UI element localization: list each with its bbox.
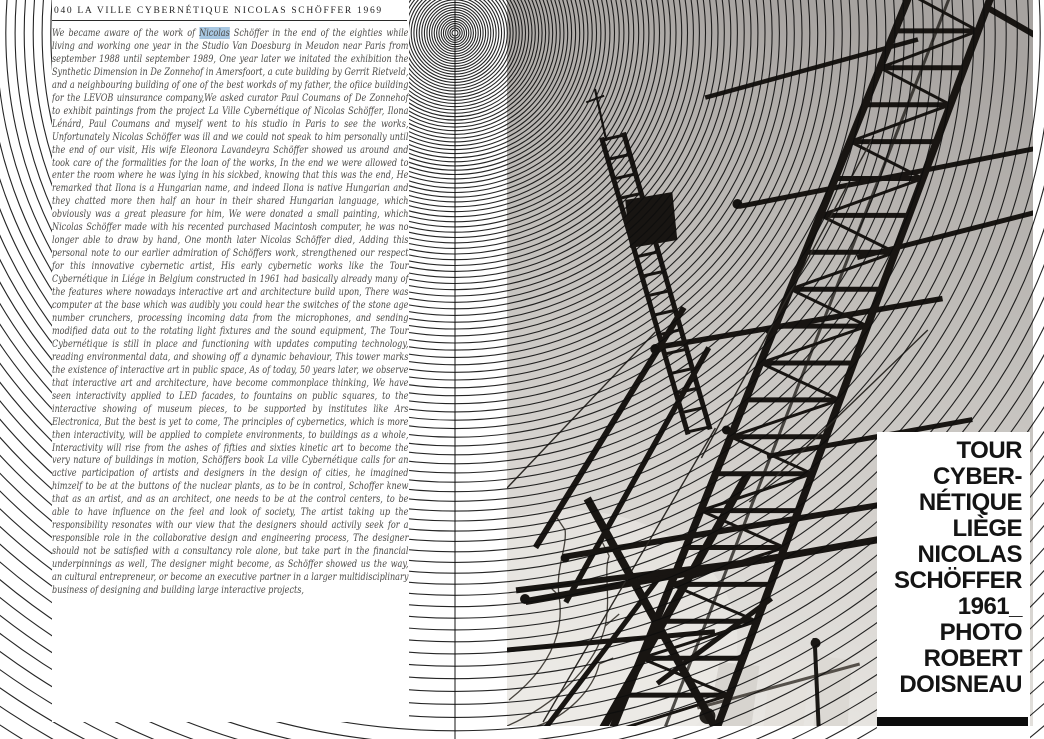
caption-line: NÉTIQUE xyxy=(918,489,1022,516)
caption-line: LIÈGE xyxy=(952,515,1022,542)
lead-text: We became aware of the work of xyxy=(52,27,200,39)
caption-underline-bar xyxy=(877,717,1028,726)
caption-line: SCHÖFFER xyxy=(894,567,1022,594)
highlighted-word: Nicolas xyxy=(199,27,230,39)
caption-line: DOISNEAU xyxy=(899,671,1022,698)
article-paragraph xyxy=(52,27,408,597)
body-text: Schöffer in the end of the eighties while living and working one year in the Studio Van Doesburg in Meudon near Paris from september 1988 until september 1989, One year later we initated the exhibition the Synthetic Dimension in De Zonnehof in Amersfoort, a cute building by Gerrit Rietveld, and a neighbouring building of one of the best workds of my father, the ofiice building for the LEVOB uinsurance company,We asked curator Paul Coumans of De Zonnehof to exhibit paintings from the project La Ville Cybernétique of Nicolas Schöffer, Ilona Lénárd, Paul Coumans and myself went to his studio in Paris to see the works, Unfortunately Nicolas Schöffer was ill and we could not speak to him personally until the end of our visit, His wife Eleonora Lavandeyra Schöffer showed us around and took care of the formalities for the loan of the works, In the end we were allowed to enter the room where he was lying in his sickbed, knowing that this was the end, He remarked that Ilona is a Hungarian name, and indeed Ilona is native Hungarian and they chatted more then half an hour in their shared Hungarian language, which obviously was a great pleasure for him, We were donated a small painting, which Nicolas Schöffer made with his recented purchased Macintosh computer, he was no longer able to draw by hand, One month later Nicolas Schöffer died, Adding this personal note to our earlier admiration of Schöffers work, strengthened our respect for this innovative cybernetic artist, His early cybernetic works like the Tour Cybernétique in Liége in Belgium constructed in 1961 had basically already many of the features where nowadays interactive art and architecture build upon, There was computer at the base which was audibly you could hear the switches of the stone age number crunchers, processing incoming data from the microphones, and sending modified data out to the rotating light fixtures and the sound equipment, The Tour Cybernétique is still in place and functioning with updates computing technology, reading environmental data, and showing off a dynamic behaviour, This tower marks the existence of interactive art in public space, As of today, 50 years later, we observe that interactive art and architecture, have become commonplace thinking, We have seen interactivity applied to LED facades, to fountains on public squares, to the interactive showing of museum pieces, to be supported by institutes like Ars Electronica, But the best is yet to come, The principles of cybernetics, which is more then interactivity, will be applied to complete environments, to buildings as a whole, Interactivity will rise from the ashes of fifties and sixties kinetic art to become the very nature of buildings in motion, Schöffers book La ville Cybernétique calls for an active participation of artists and designers in the design of cities, he imagined himzelf to be at the buttons of the nuclear plants, as to be in control, Schoffer knew that as an artist, and as an architect, one needs to be at the control centers, to be able to have influence on the feel and look of society, The artist taking up the responsibility resonates with our view that the designers should activily seek for a responsible role in the collaborative design and engineering process, The designer should not be satisfied with a consultancy role alone, but take part in the financial underpinnings as well, The designer might become, as Schöffer showed us the way, an cultural entrepreneur, or become an executive partner in a larger multidisciplinary business of designing and building large interactive projects, xyxy=(52,27,409,596)
photo-caption-box xyxy=(877,432,1030,739)
caption-line: NICOLAS xyxy=(917,541,1022,568)
caption-line: PHOTO xyxy=(939,619,1022,646)
page-title: 040 LA VILLE CYBERNÉTIQUE NICOLAS SCHÖFFER 1969 xyxy=(54,6,383,16)
caption-line: ROBERT xyxy=(923,645,1022,672)
header-rule xyxy=(52,20,407,21)
caption-line: TOUR xyxy=(956,437,1022,464)
page-gutter-line xyxy=(454,0,456,739)
caption-line: 1961_ xyxy=(957,593,1022,620)
caption-line: CYBER- xyxy=(932,463,1022,490)
article-column xyxy=(52,0,409,722)
